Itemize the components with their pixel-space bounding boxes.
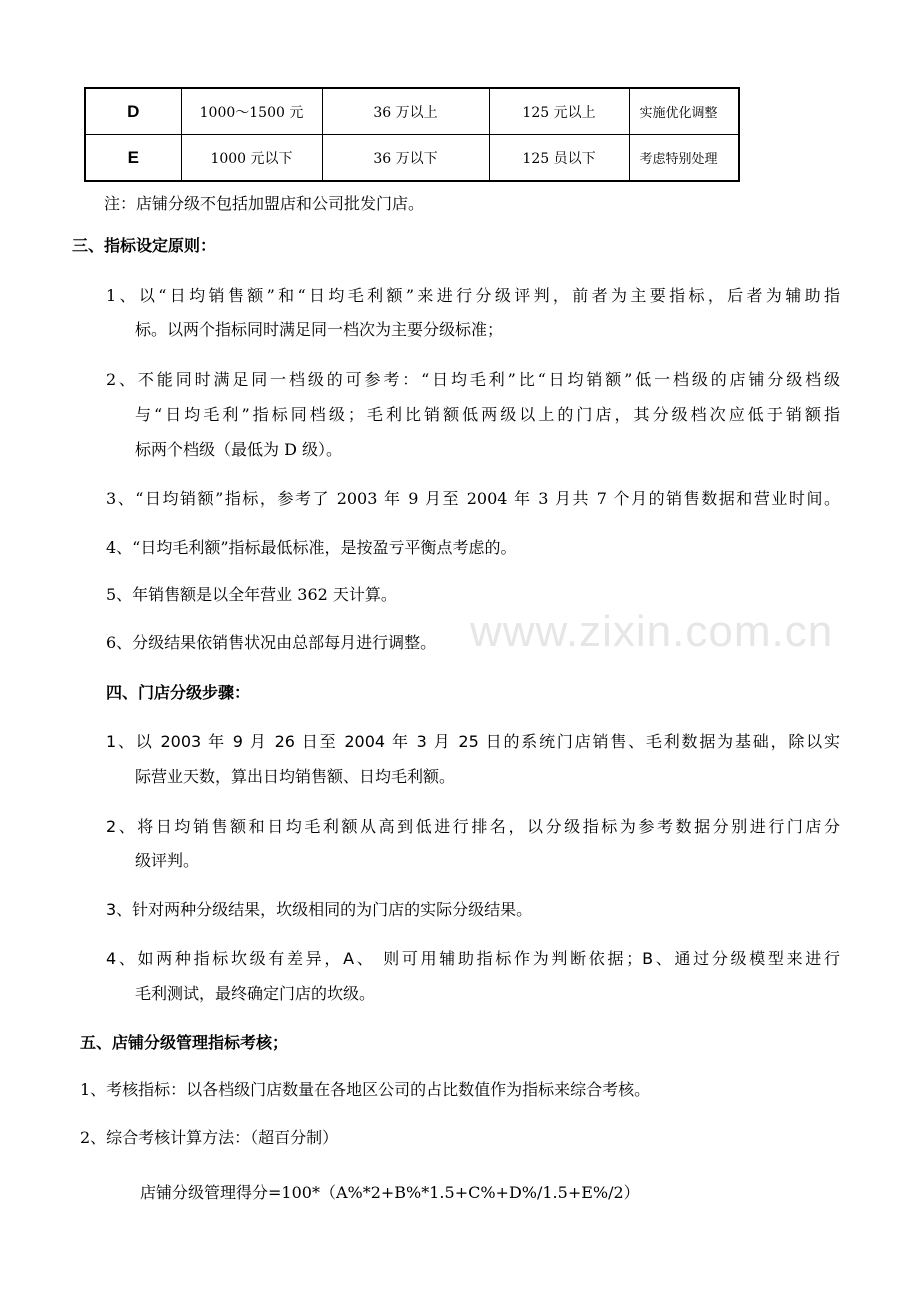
paragraph-line: 6、分级结果依销售状况由总部每月进行调整。: [106, 633, 437, 652]
paragraph-line: 标两个档级（最低为 D 级）。: [135, 440, 343, 459]
profit-cell: 125 元以上: [489, 88, 629, 135]
paragraph-line: 2、将日均销售额和日均毛利额从高到低进行排名，以分级指标为参考数据分别进行门店分: [106, 817, 840, 836]
grade-cell: E: [85, 135, 181, 182]
note-cell: 实施优化调整: [629, 88, 739, 135]
paragraph-line: 1、考核指标：以各档级门店数量在各地区公司的占比数值作为指标来综合考核。: [80, 1080, 651, 1099]
paragraph-line: 毛利测试，最终确定门店的坎级。: [135, 984, 376, 1003]
paragraph-line: 际营业天数，算出日均销售额、日均毛利额。: [135, 767, 456, 786]
paragraph-line: 3、“日均销额”指标，参考了 2003 年 9 月至 2004 年 3 月共 7 个月的销售数据和营业时间。: [106, 489, 840, 508]
paragraph-line: 1、以“日均销售额”和“日均毛利额”来进行分级评判，前者为主要指标，后者为辅助指: [106, 286, 840, 305]
paragraph-line: 1、以 2003 年 9 月 26 日至 2004 年 3 月 25 日的系统门店销售、毛利数据为基础，除以实: [106, 732, 840, 751]
annual-cell: 36 万以上: [322, 88, 489, 135]
paragraph-line: 4、“日均毛利额”指标最低标准，是按盈亏平衡点考虑的。: [106, 538, 517, 557]
note-cell: 考虑特别处理: [629, 135, 739, 182]
paragraph-line: 3、针对两种分级结果，坎级相同的为门店的实际分级结果。: [106, 900, 533, 919]
table-row: [85, 88, 739, 135]
paragraph-line: 与“日均毛利”指标同档级；毛利比销额低两级以上的门店，其分级档次应低于销额指: [135, 405, 840, 424]
paragraph-line: 级评判。: [135, 851, 200, 870]
table-row: [85, 135, 739, 182]
paragraph-line: 4、如两种指标坎级有差异，A、 则可用辅助指标作为判断依据；B、通过分级模型来进行: [106, 949, 840, 968]
annual-cell: 36 万以下: [322, 135, 489, 182]
grade-table: [84, 87, 740, 182]
table-note: 注：店铺分级不包括加盟店和公司批发门店。: [104, 194, 425, 213]
watermark-text: www.zixin.com.cn: [470, 607, 834, 656]
paragraph-line: 标。以两个指标同时满足同一档次为主要分级标准；: [135, 320, 504, 339]
section-heading: 四、门店分级步骤：: [106, 683, 251, 702]
grade-cell: D: [85, 88, 181, 135]
paragraph-line: 5、年销售额是以全年营业 362 天计算。: [106, 585, 397, 604]
profit-cell: 125 员以下: [489, 135, 629, 182]
section-heading: 五、店铺分级管理指标考核；: [80, 1033, 289, 1052]
range-cell: 1000 元以下: [181, 135, 322, 182]
formula-line: 店铺分级管理得分=100*（A%*2+B%*1.5+C%+D%/1.5+E%/2）: [140, 1183, 640, 1202]
paragraph-line: 2、综合考核计算方法：（超百分制）: [80, 1128, 339, 1147]
paragraph-line: 2、不能同时满足同一档级的可参考：“日均毛利”比“日均销额”低一档级的店铺分级档级: [106, 370, 840, 389]
section-heading: 三、指标设定原则：: [72, 236, 217, 255]
range-cell: 1000～1500 元: [181, 88, 322, 135]
